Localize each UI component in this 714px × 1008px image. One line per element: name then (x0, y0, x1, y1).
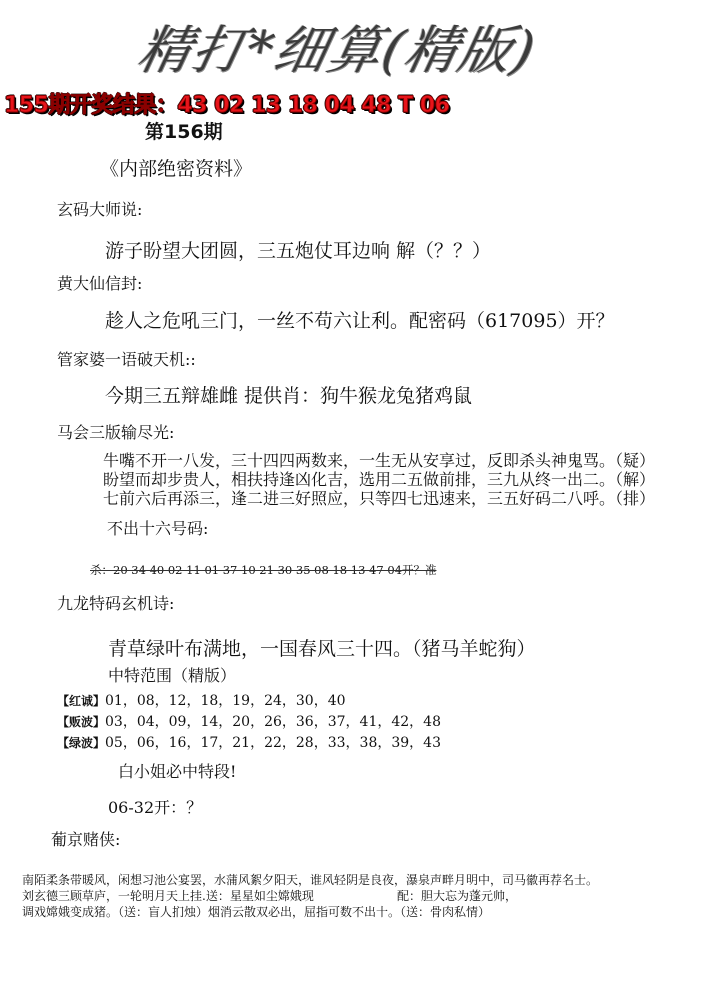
slogan: 白小姐必中特段! (118, 762, 237, 781)
horse-label: 马会三版输尽光: (57, 423, 175, 442)
row-tag: 【贩波】 (57, 715, 106, 729)
not-out-label: 不出十六号码: (107, 519, 209, 538)
last-draw-result: 155期开奖结果：43 02 13 18 04 48 T 06 (4, 93, 450, 118)
footer-line-2: 刘玄德三顾草庐，一轮明月天上挂.送：星星如尘嫦娥现 (22, 889, 314, 903)
nine-dragons-label: 九龙特码玄机诗: (57, 594, 175, 613)
master-text: 游子盼望大团圆，三五炮仗耳边响 解（？？） (105, 240, 492, 262)
footer-line-2b: 配：胆大忘为蓬元帅， (397, 889, 518, 903)
housekeeper-text: 今期三五辩雄雌 提供肖：狗牛猴龙兔猪鸡鼠 (105, 385, 473, 407)
housekeeper-label: 管家婆一语破天机:: (57, 350, 196, 369)
fairy-label: 黄大仙信封: (57, 274, 143, 293)
row-numbers: 03，04，09，14，20，26，36，37，41，42，48 (105, 714, 441, 730)
number-row-red (57, 690, 346, 710)
nine-dragons-poem: 青草绿叶布满地，一国春风三十四。（猪马羊蛇狗） (108, 638, 536, 660)
row-tag: 【红诚】 (57, 694, 106, 708)
subtitle: 《内部绝密资料》 (100, 158, 253, 180)
horse-line-1: 牛嘴不开一八发，三十四四两数来，一生无从安享过，反即杀头神鬼骂。（疑） (103, 451, 656, 470)
row-tag: 【绿波】 (57, 736, 106, 750)
range-open: 06-32开：？ (108, 798, 203, 817)
gambler-label: 葡京赌侠: (51, 830, 121, 849)
kill-numbers-line: 杀：20 34 40 02 11 01 37 10 21 30 35 08 18 13 47 04开？准 (90, 563, 437, 577)
footer-line-1: 南陌柔条带暖风，闲想习池公宴罢，水蒲风絮夕阳天，谁风轻阴是良夜，瀑泉声畔月明中，司马徽再荐名士。 (22, 873, 599, 887)
issue-number: 第156期 (145, 121, 223, 143)
row-numbers: 05，06，16，17，21，22，28，33，38，39，43 (105, 735, 441, 751)
number-row-green (57, 732, 441, 752)
header-title-art: 精打*细算(精版) (132, 21, 542, 81)
range-label: 中特范围（精版） (108, 666, 237, 685)
footer-line-3: 调戏嫦娥变成猪。（送：盲人扪烛）烟消云散双必出，屈指可数不出十。（送：骨肉私情） (22, 905, 491, 919)
master-label: 玄码大师说: (57, 200, 143, 219)
number-row-blue (57, 711, 441, 731)
row-numbers: 01，08，12，18，19，24，30，40 (105, 693, 346, 709)
horse-line-3: 七前六后再添三，逢二进三好照应，只等四七迅速来，三五好码二八呼。（排） (103, 489, 656, 508)
horse-line-2: 盼望而却步贵人，相扶持逢凶化吉，选用二五做前排，三九从终一出二。（解） (103, 470, 656, 489)
fairy-text: 趁人之危吼三门，一丝不苟六让利。配密码（617095）开？ (105, 310, 615, 332)
